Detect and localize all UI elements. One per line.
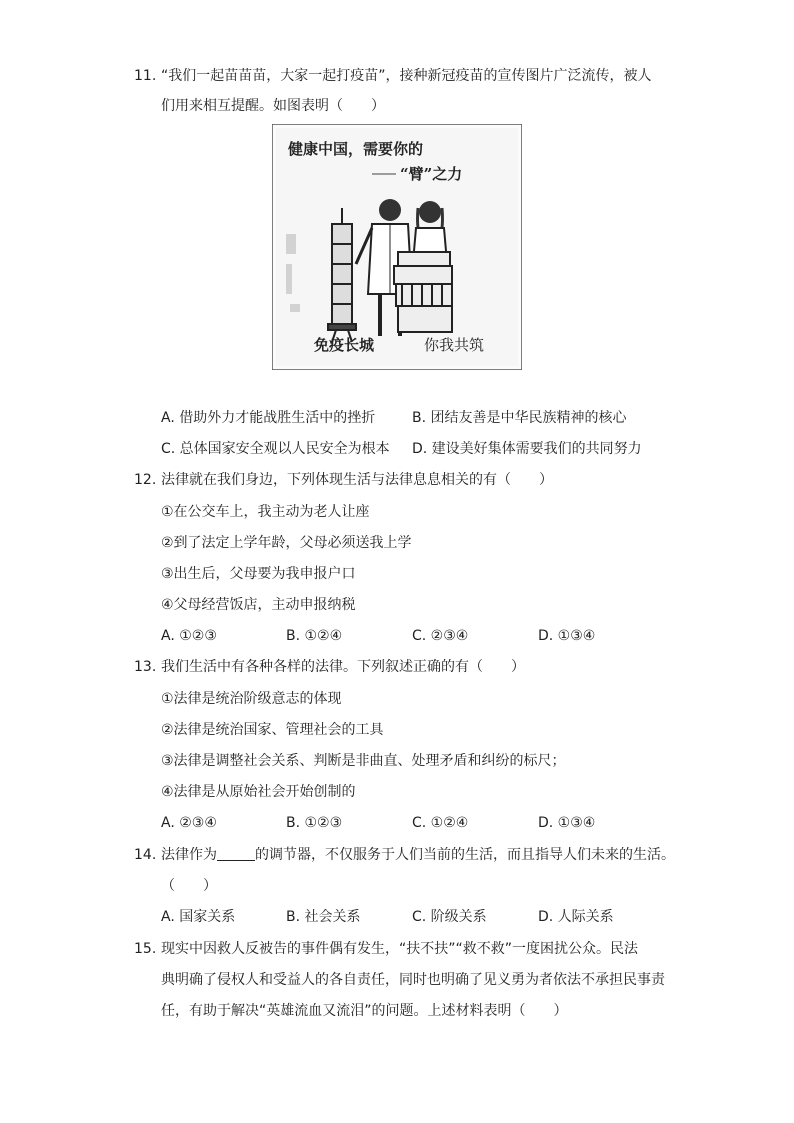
poster-illustration — [272, 124, 522, 370]
question-number: 11. — [134, 68, 157, 84]
q11-option-b: B. 团结友善是中华民族精神的核心 — [412, 410, 627, 426]
q13-item-3: ③法律是调整社会关系、判断是非曲直、处理矛盾和纠纷的标尺； — [161, 753, 566, 769]
question-text: 我们生活中有各种各样的法律。下列叙述正确的有（ ） — [161, 659, 525, 675]
q14-option-d: D. 人际关系 — [538, 909, 614, 925]
vaccine-boxes — [394, 252, 452, 332]
q12-item-1: ①在公交车上，我主动为老人让座 — [161, 504, 370, 520]
q12-item-3: ③出生后，父母要为我申报户口 — [161, 566, 356, 582]
q13-item-1: ①法律是统治阶级意志的体现 — [161, 691, 342, 707]
poster-title: 健康中国，需要你的 — [288, 140, 424, 158]
q14-option-b: B. 社会关系 — [286, 909, 361, 925]
poster-subtitle: “臂”之力 — [400, 165, 463, 183]
q12-item-4: ④父母经营饭店，主动申报纳税 — [161, 597, 356, 613]
question-text: 法律就在我们身边，下列体现生活与法律息息相关的有（ ） — [161, 472, 553, 488]
q12-option-b: B. ①②④ — [286, 628, 343, 644]
q15-line2: 典明确了侵权人和受益人的各自责任，同时也明确了见义勇为者依法不承担民事责 — [161, 972, 665, 988]
q14-bracket: （ ） — [161, 878, 217, 894]
question-number: 12. — [134, 472, 157, 488]
q13-item-2: ②法律是统治国家、管理社会的工具 — [161, 722, 384, 738]
q11-option-d: D. 建设美好集体需要我们的共同努力 — [412, 441, 642, 457]
q12-option-c: C. ②③④ — [412, 628, 469, 644]
question-text: 现实中因救人反被告的事件偶有发生，“扶不扶”“救不救”一度困扰公众。民法 — [161, 941, 639, 957]
syringe-icon — [328, 208, 356, 342]
q11-option-c: C. 总体国家安全观以人民安全为根本 — [161, 441, 390, 457]
q13-option-b: B. ①②③ — [286, 815, 343, 831]
question-text-before: 法律作为 — [161, 847, 217, 863]
q14-option-c: C. 阶级关系 — [412, 909, 487, 925]
q13-item-4: ④法律是从原始社会开始创制的 — [161, 784, 356, 800]
poster-bottom-left: 免疫长城 — [314, 336, 375, 354]
q13-option-c: C. ①②④ — [412, 815, 469, 831]
question-text: 们用来相互提醒。如图表明（ ） — [161, 98, 385, 114]
q15-line3: 任，有助于解决“英雄流血又流泪”的问题。上述材料表明（ ） — [161, 1003, 568, 1019]
question-number: 13. — [134, 659, 157, 675]
q12-option-a: A. ①②③ — [161, 628, 217, 644]
q13-option-a: A. ②③④ — [161, 815, 217, 831]
question-number: 15. — [134, 941, 157, 957]
question-number: 14. — [134, 847, 157, 863]
vaccine-poster-image — [272, 124, 522, 370]
question-text-after: 的调节器，不仅服务于人们当前的生活，而且指导人们未来的生活。 — [255, 847, 675, 863]
q14-option-a: A. 国家关系 — [161, 909, 236, 925]
question-text: “我们一起苗苗苗，大家一起打疫苗”，接种新冠疫苗的宣传图片广泛流传，被人 — [161, 68, 652, 84]
q12-option-d: D. ①③④ — [538, 628, 596, 644]
q11-option-a: A. 借助外力才能战胜生活中的挫折 — [161, 410, 376, 426]
q13-option-d: D. ①③④ — [538, 815, 596, 831]
q12-item-2: ②到了法定上学年龄，父母必须送我上学 — [161, 535, 412, 551]
poster-bottom-right: 你我共筑 — [424, 336, 485, 354]
answer-blank — [217, 846, 255, 861]
question-11-line2 — [161, 96, 385, 116]
